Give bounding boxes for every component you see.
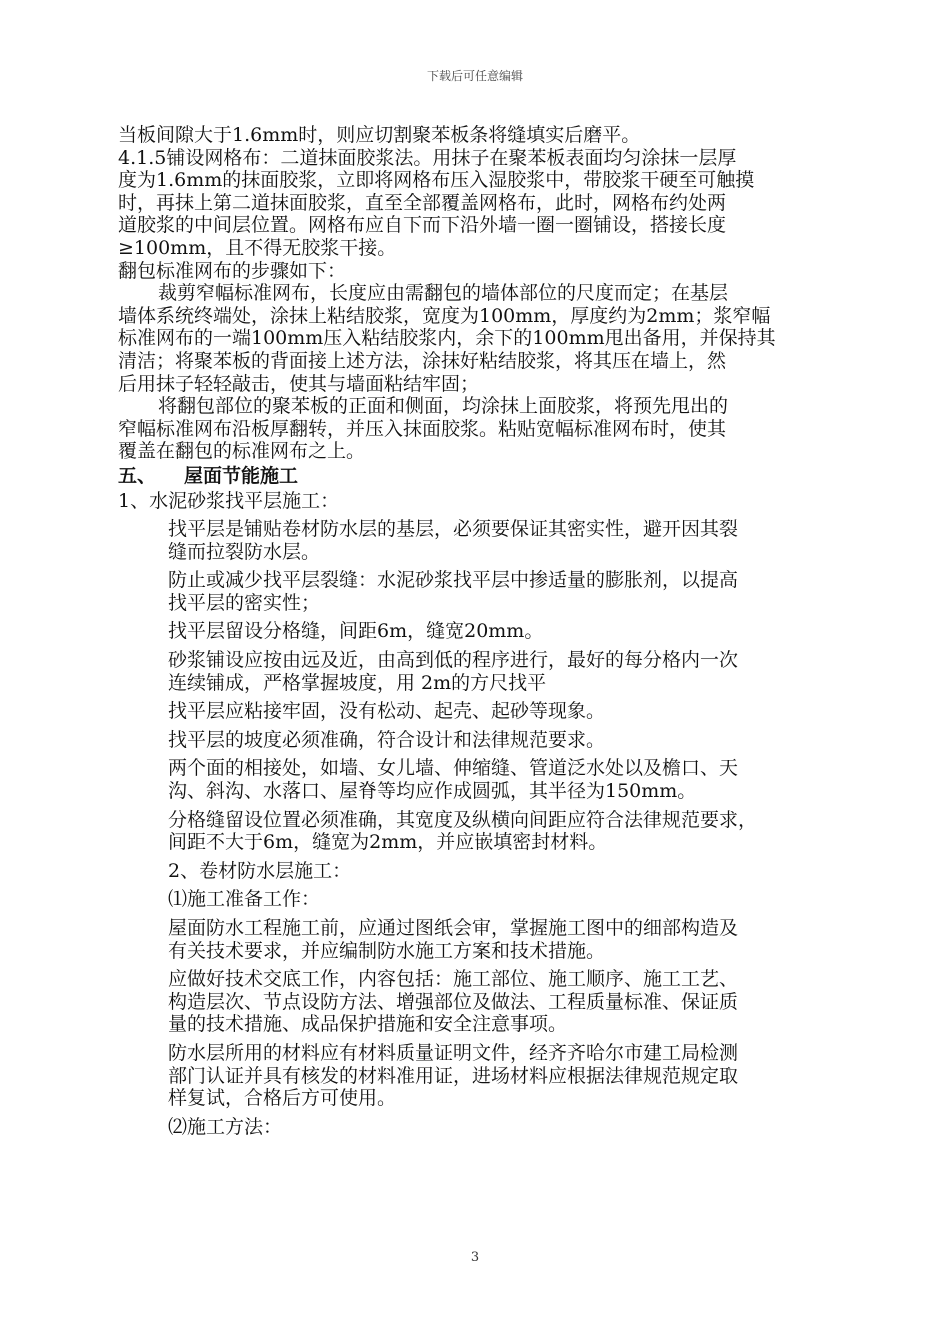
text-line: 屋面防水工程施工前，应通过图纸会审，掌握施工图中的细部构造及 bbox=[168, 917, 739, 939]
text-line: 标准网布的一端100mm压入粘结胶浆内，余下的100mm甩出备用，并保持其 bbox=[118, 327, 776, 350]
text-line: 连续铺成，严格掌握坡度，用 2m的方尺找平 bbox=[168, 671, 547, 694]
text-line: 沟、斜沟、水落口、屋脊等均应作成圆弧，其半径为150mm。 bbox=[168, 780, 697, 803]
section-number: 五、 bbox=[118, 464, 157, 487]
text-line: ⑴施工准备工作： bbox=[168, 888, 321, 911]
text-line: 裁剪窄幅标准网布，长度应由需翻包的墙体部位的尺度而定；在基层 bbox=[158, 282, 729, 305]
text-line: 4.1.5铺设网格布：二道抹面胶浆法。用抹子在聚苯板表面均匀涂抹一层厚 bbox=[118, 146, 737, 169]
text-line: 时，再抹上第二道抹面胶浆，直至全部覆盖网格布，此时，网格布约处两 bbox=[118, 191, 727, 214]
text-line: 覆盖在翻包的标准网布之上。 bbox=[118, 440, 366, 463]
text-line: 翻包标准网布的步骤如下： bbox=[118, 259, 347, 282]
text-line: 量的技术措施、成品保护措施和安全注意事项。 bbox=[168, 1013, 568, 1036]
document-body bbox=[118, 124, 838, 1138]
text-line: 找平层的坡度必须准确，符合设计和法律规范要求。 bbox=[168, 728, 606, 751]
text-line: 有关技术要求，并应编制防水施工方案和技术措施。 bbox=[168, 939, 606, 962]
text-line: 后用抹子轻轻敲击，使其与墙面粘结牢固； bbox=[118, 372, 480, 395]
section-heading bbox=[118, 465, 838, 488]
text-line: 找平层是铺贴卷材防水层的基层，必须要保证其密实性，避开因其裂 bbox=[168, 518, 739, 541]
text-line: 防水层所用的材料应有材料质量证明文件，经齐齐哈尔市建工局检测 bbox=[168, 1041, 739, 1064]
text-line: 找平层留设分格缝，间距6m，缝宽20mm。 bbox=[168, 620, 544, 643]
text-line: 度为1.6mm的抹面胶浆，立即将网格布压入湿胶浆中，带胶浆干硬至可触摸 bbox=[118, 169, 755, 192]
subsection-heading: 1、水泥砂浆找平层施工： bbox=[118, 489, 340, 512]
text-line: 样复试，合格后方可使用。 bbox=[168, 1087, 397, 1110]
text-line: 道胶浆的中间层位置。网格布应自下而下沿外墙一圈一圈铺设，搭接长度 bbox=[118, 214, 727, 237]
text-line: ⑵施工方法： bbox=[168, 1115, 283, 1138]
text-line: 清洁；将聚苯板的背面接上述方法，涂抹好粘结胶浆，将其压在墙上，然 bbox=[118, 349, 727, 372]
text-line: 找平层应粘接牢固，没有松动、起壳、起砂等现象。 bbox=[168, 700, 606, 723]
text-line: 构造层次、节点设防方法、增强部位及做法、工程质量标准、保证质 bbox=[168, 990, 739, 1013]
text-line: 防止或减少找平层裂缝：水泥砂浆找平层中掺适量的膨胀剂，以提高 bbox=[168, 569, 739, 592]
text-line: 部门认证并具有核发的材料准用证，进场材料应根据法律规范规定取 bbox=[168, 1064, 739, 1087]
text-line: 应做好技术交底工作，内容包括：施工部位、施工顺序、施工工艺、 bbox=[168, 968, 739, 991]
text-line: 窄幅标准网布沿板厚翻转，并压入抹面胶浆。粘贴宽幅标准网布时，使其 bbox=[118, 417, 727, 440]
subsection-heading: 2、卷材防水层施工： bbox=[168, 859, 352, 882]
text-line: 砂浆铺设应按由远及近，由高到低的程序进行，最好的每分格内一次 bbox=[168, 649, 739, 672]
text-line: 分格缝留设位置必须准确，其宽度及纵横向间距应符合法律规范要求， bbox=[168, 808, 758, 831]
page-number: 3 bbox=[470, 1250, 480, 1265]
text-line: 间距不大于6m，缝宽为2mm，并应嵌填密封材料。 bbox=[168, 831, 608, 854]
section-title: 屋面节能施工 bbox=[184, 464, 299, 487]
text-line: 两个面的相接处，如墙、女儿墙、伸缩缝、管道泛水处以及檐口、天 bbox=[168, 757, 739, 780]
text-line: 墙体系统终端处，涂抹上粘结胶浆，宽度为100mm，厚度约为2mm；浆窄幅 bbox=[118, 304, 771, 327]
text-line: 找平层的密实性； bbox=[168, 591, 321, 614]
text-line: 缝而拉裂防水层。 bbox=[168, 540, 321, 563]
page-header: 下载后可任意编辑 bbox=[426, 69, 523, 83]
text-line: ≥100mm，且不得无胶浆干接。 bbox=[118, 236, 397, 259]
text-line: 当板间隙大于1.6mm时，则应切割聚苯板条将缝填实后磨平。 bbox=[118, 124, 641, 146]
text-line: 将翻包部位的聚苯板的正面和侧面，均涂抹上面胶浆，将预先甩出的 bbox=[158, 395, 729, 418]
